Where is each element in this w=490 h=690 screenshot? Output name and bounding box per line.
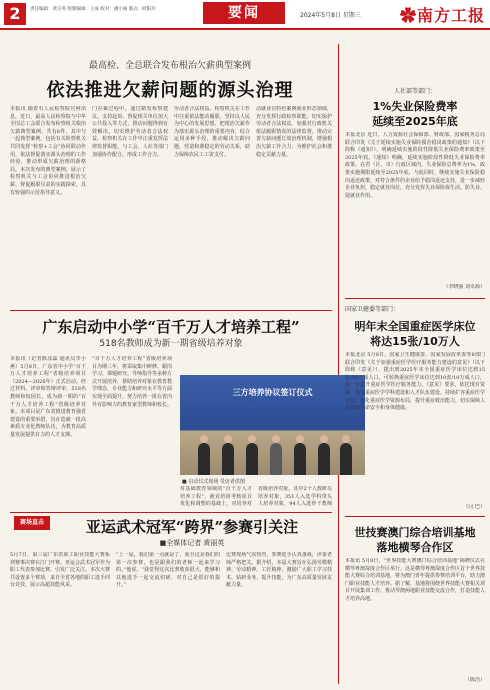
story2-column-1: 本报讯（记者陈彦霖 通讯员李小燕）5月8日，广东省中小学“百千万人才培养工程”省级培养项目（2024—2026年）正式启动。经过材料、评审和答辩评审，518名教师和校园长，成为新一期的“百千万人才培养工程”省级培养对象。本项目是广东省推进教育强省建设的重要举措，旨在造就一批高素质专业化教师队伍，为教育高质量发展提供有力的人才支撑。 [10, 356, 86, 438]
section-label: 要闻 [203, 2, 285, 24]
sidebar2-kicker: 国家卫健委等部门： [345, 306, 400, 313]
logo-icon: ✿ [400, 6, 418, 25]
story3-column-2: “上一届，我们第一点就是了，而且这是我们的第一次参赛，也是跟我们的老师一起来学习的。”他说，“我觉得这次比赛收获很大，能够和其他选手一起交流切磋，对自己是很好的提升。” [116, 552, 220, 589]
story2-column-2: “百千万人才培养工程”省级培养项目为期三年，将采取集中研修、跟岗学习、课题研究、导师指导等多种方式开展培养，帮助培养对象在教育教学理念、专业能力和研究水平等方面实现全面提升，努力培养一批在省内外有影响力的教育家型教师和校长。 [92, 356, 172, 408]
story1-column-1: 本报讯 随着有人民检察院官网消息，近日，最高人民检察院与中华全国总工会联合发布检察机关根治欠薪典型案例，共有8件，其中与一起典型案例，包括有关检察机关共同发挥“检察+工会”协同联动作用，依法督促落实源头治理的工作经验，推动形成欠薪治理的新格局。本次发布的典型案例，展示了检察机关与工会协同推进根治欠薪、督促履职尽责的实践探索，具有较强的示范指导意义。 [10, 106, 86, 196]
story2-column-3: 对基础教育领域的“百千万人才培养工程”，就业培训考核项目优化和调整的基础上，对培养对 [180, 486, 252, 508]
sidebar2-headline-line1: 明年末全国重症医学床位 [354, 320, 476, 333]
story3-headline: 亚运武术冠军“跨界”参赛引关注 [85, 518, 299, 536]
sidebar1-headline-line1: 1%失业保险费率 [372, 100, 458, 113]
divider [345, 298, 485, 299]
editor-credits: 责任编辑：黄宗英 组版编辑：王成 校对：潘小丽 版式：欧阳玲 [30, 7, 156, 12]
divider [345, 516, 485, 517]
publication-date: 2024年5月8日 星期三 [300, 12, 361, 19]
story2-column-4: 省级培养对象。其中2个人教研员培养对象，351人入选学科带头人培养对象，94人入选骨干教师 [258, 486, 332, 508]
sidebar2-body: 本报北京 5月8日，国家卫生健康委、国家发展改革委等8部门联合印发《关于加强重症医学医疗服务能力建设的意见》（以下简称《意见》），提出到2025年末全国重症医学床位达到15张/10万成人口，可转换重症医学床位达到10张/10万成人口，进一步提升重症医学医疗服务能力。《意见》要求，依托现有资源，加强重症医学学科建设和人才队伍建设，持续扩容重症医学床位，优化重症医学资源布局，提升重症救治能力，切实保障人民群众生命安全和身体健康。 [345, 352, 485, 412]
divider [10, 512, 332, 513]
divider [10, 310, 332, 311]
photo-banner-text: 三方培养协议签订仪式 [232, 388, 313, 397]
sidebar1-kicker: 人社部等部门： [393, 88, 436, 95]
section-tag: 赛场直击 [14, 516, 50, 530]
sidebar2-headline-line2: 将达15张/10万人 [370, 335, 460, 348]
newspaper-logo: ✿南方工报 [400, 6, 486, 25]
story1-kicker: 最高检、全总联合发布根治欠薪典型案例 [88, 61, 251, 71]
sidebar3-body: 本报讯 5月8日，“世界技能大赛澳门综合培训基地”揭牌仪式在横琴粤澳深度合作区举行。这是横琴粤澳深度合作区首个世界技能大赛综合培训基地，将为澳门青年提供参赛培训平台，助力澳门职业技能人才培养。据了解，基地将围绕世界技能大赛相关项目开展集训工作，推动琴澳两地职业技能交流合作，打造技能人才培养高地。 [345, 558, 485, 602]
story2-headline: 广东启动中小学“百千万人才培养工程” [42, 318, 300, 336]
story1-column-2: 门办案过程中，通过制发检察建议、支持起诉、督促相关单位加大公共投入等方式，推动问题得到有效解决，切实维护劳动者合法权益。检察机关在工作中注重发挥法律监督职能，与工会、人社等部门加强协作配合，形成工作合力。 [92, 106, 168, 158]
sidebar1-signature: （李晓丽 刘卓源） [443, 284, 485, 290]
story1-column-3: 劳动者合法权益。检察机关在工作中注重依法能动履职，坚持以人民为中心的发展思想，把根治欠薪作为落实源头治理的重要内容，综合运用多种手段，推动解决欠薪问题，营造和谐稳定的劳动关系，助力保障农民工工资支付。 [174, 106, 250, 158]
story3-column-3: 比赛现场气氛热烈，参赛选手认真备战，评委老师严格把关。据介绍，本届大赛旨在弘扬劳模精神、劳动精神、工匠精神，激励广大职工学习技术、钻研业务、提升技能，为广东高质量发展贡献力量。 [226, 552, 332, 589]
story1-column-4: 动就业有特色案例就业形态领域，充分发挥行政检察职能，切实保护劳动者合法权益。加强对行政机关依法履职情况的法律监督。推动完善欠薪问题长效治理机制，增强根治欠薪工作合力，为维护社会和谐稳定贡献力量。 [256, 106, 332, 158]
photo-caption: ■ 启动仪式现场 受访者供图 [182, 479, 245, 485]
sidebar3-headline-line1: 世技赛澳门综合培训基地 [354, 526, 476, 539]
story1-headline: 依法推进欠薪问题的源头治理 [46, 80, 294, 101]
column-divider [338, 44, 339, 684]
story3-byline: ■全媒体记者 黄丽英 [159, 539, 225, 547]
sidebar3-headline-line2: 落地横琴合作区 [376, 541, 454, 554]
ceremony-photo [180, 375, 365, 475]
story3-column-1: 5月7日，第三届广东省职工职业技能大赛系列赛事决赛在江门开赛。亚运会武术冠军作为职工代表参加比赛，引发广泛关注。本次大赛共设置多个赛项，来自全省各地的职工选手同台竞技，展示高超技能风采。 [10, 552, 110, 589]
sidebar1-headline-line2: 延续至2025年底 [372, 115, 458, 128]
sidebar1-body: 本报北京 近日，人力资源社会保障部、财政部、国家税务总局联合印发《关于延续实施失业保险援企稳岗政策的通知》（以下简称《通知》），明确延续实施阶段性降低失业保险费率政策至2025年底。《通知》明确，延续实施阶段性降低失业保险费率政策，在省（区、市）行政区域内，失业保险总费率为1%，政策实施期限延续至2025年底，与此同时，继续实施失业保险稳岗返还政策，对符合条件的企业给予稳岗返还支持，进一步减轻企业负担，稳定就业岗位，充分发挥失业保险保生活、防失业、促就业作用。 [345, 132, 485, 199]
sidebar3-signature: （陈浩） [464, 677, 485, 683]
page-number: 2 [4, 3, 26, 25]
photo-people [180, 433, 365, 475]
sidebar2-signature: （闫 巴） [463, 504, 485, 510]
story2-subhead: 518名教师成为新一期省级培养对象 [99, 339, 243, 349]
